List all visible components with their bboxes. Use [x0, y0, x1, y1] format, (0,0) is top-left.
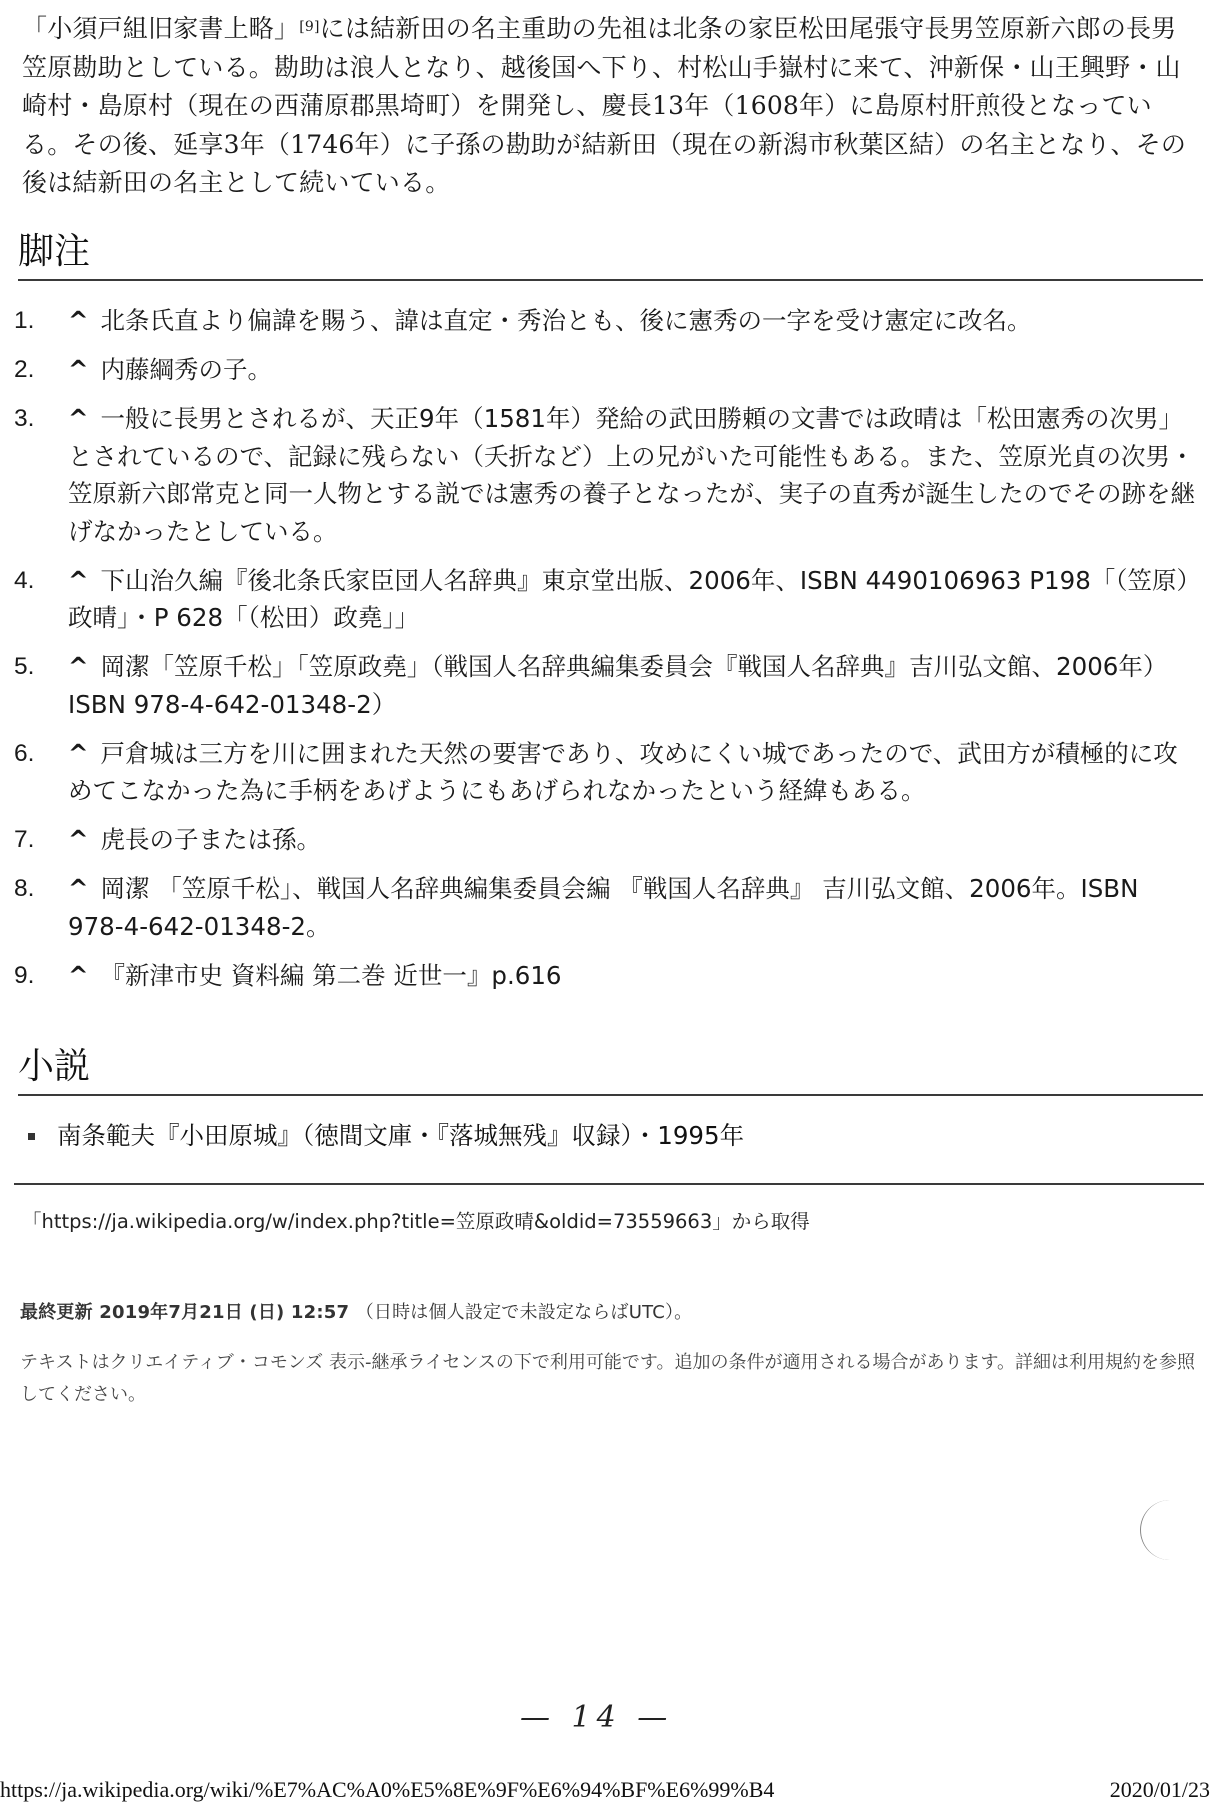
footnote-backlink[interactable]: ^: [68, 738, 89, 768]
footnote-item: [14, 562, 1199, 637]
intro-reference-link[interactable]: [9]: [299, 19, 320, 35]
footnotes-list: [14, 302, 1199, 1006]
page-number: — 14 —: [520, 1700, 674, 1735]
license-text: テキストはクリエイティブ・コモンズ 表示-継承ライセンスの下で利用可能です。追加の条件が適用される場合があります。詳細は利用規約を参照してください。: [20, 1352, 1196, 1405]
novel-heading: 小説: [18, 1045, 1203, 1096]
novel-list: [28, 1118, 744, 1154]
intro-text: には結新田の名主重助の先祖は北条の家臣松田尾張守長男笠原新六郎の長男笠原勘助としている。勘助は浪人となり、越後国へ下り、村松山手嶽村に来て、沖新保・山王興野・山崎村・島原村（現在の西蒲原郡黒埼町）を開発し、慶長13年（1608年）に島原村肝煎役となっている。その後、延享3年（1746年）に子孫の勘助が結新田（現在の新潟市秋葉区結）の名主となり、その後は結新田の名主として続いている。: [22, 14, 1187, 197]
footnote-text: 『新津市史 資料編 第二巻 近世一』p.616: [100, 960, 562, 990]
footnotes-heading: 脚注: [18, 230, 1203, 281]
footnote-text: 下山治久編『後北条氏家臣団人名辞典』東京堂出版、2006年、ISBN 4490106963 P198「（笠原）政晴」・P 628「（松田）政堯」」: [68, 565, 1189, 632]
footnote-text: 虎長の子または孫。: [100, 825, 322, 854]
footnote-number: 3.: [14, 405, 35, 432]
footnote-item: [14, 400, 1199, 550]
footnote-backlink[interactable]: ^: [68, 960, 89, 990]
footnote-text: 内藤綱秀の子。: [100, 355, 273, 384]
scan-artifact: [1140, 1500, 1181, 1560]
footnote-backlink[interactable]: ^: [68, 652, 89, 681]
footnote-text-wrapper: [68, 870, 1199, 945]
last-updated-label: 最終更新 2019年7月21日 (日) 12:57: [20, 1302, 350, 1323]
footer-divider: [14, 1183, 1204, 1185]
footnote-item: [14, 870, 1199, 945]
footnote-item: [14, 648, 1199, 723]
footnote-number: 8.: [14, 875, 35, 902]
footnote-number: 1.: [14, 307, 35, 334]
footnote-backlink[interactable]: ^: [68, 404, 89, 433]
footnote-text: 岡潔「笠原千松」「笠原政堯」（戦国人名辞典編集委員会『戦国人名辞典』吉川弘文館、2006年） ISBN 978-4-642-01348-2）: [68, 652, 1168, 719]
footnote-text-wrapper: [68, 351, 1199, 389]
footnote-item: [14, 302, 1199, 340]
footnote-text-wrapper: [68, 562, 1199, 637]
footnote-item: [14, 821, 1199, 859]
footnote-number: 7.: [14, 826, 35, 853]
retrieved-from-link[interactable]: 「https://ja.wikipedia.org/w/index.php?title=笠原政晴&oldid=73559663」から取得: [22, 1210, 810, 1233]
footnote-item: [14, 957, 1199, 995]
footnote-backlink[interactable]: ^: [68, 565, 89, 595]
intro-paragraph: [22, 10, 1192, 203]
footer-url: https://ja.wikipedia.org/wiki/%E7%AC%A0%E5%8E%9F%E6%94%BF%E6%99%B4: [0, 1777, 775, 1802]
footnote-item: [14, 351, 1199, 389]
footnote-text-wrapper: [68, 400, 1199, 550]
footnote-text-wrapper: [68, 302, 1199, 340]
footnote-text: 岡潔 「笠原千松」、戦国人名辞典編集委員会編 『戦国人名辞典』 吉川弘文館、2006年。ISBN 978-4-642-01348-2。: [68, 874, 1139, 941]
square-bullet-icon: [28, 1133, 35, 1140]
footer-date: 2020/01/23: [1109, 1777, 1210, 1802]
footnote-text: 戸倉城は三方を川に囲まれた天然の要害であり、攻めにくい城であったので、武田方が積極的に攻めてこなかった為に手柄をあげようにもあげられなかったという経緯もある。: [68, 738, 1178, 805]
footnote-number: 6.: [14, 739, 35, 767]
footnote-item: [14, 735, 1199, 810]
footnote-backlink[interactable]: ^: [68, 874, 89, 903]
footnote-number: 5.: [14, 653, 35, 680]
footnote-backlink[interactable]: ^: [68, 355, 89, 384]
footnote-number: 4.: [14, 566, 35, 594]
footnote-text: 北条氏直より偏諱を賜う、諱は直定・秀治とも、後に憲秀の一字を受け憲定に改名。: [100, 306, 1032, 335]
footnote-text-wrapper: [68, 735, 1199, 810]
novel-text: 南条範夫『小田原城』（徳間文庫・『落城無残』収録）・1995年: [57, 1121, 745, 1150]
last-updated: [20, 1298, 692, 1324]
footnote-backlink[interactable]: ^: [68, 306, 89, 335]
footnote-number: 2.: [14, 356, 35, 383]
intro-source-quote: 「小須戸組旧家書上略」: [22, 14, 300, 43]
footnote-text-wrapper: [68, 821, 1199, 859]
novel-item: [28, 1118, 744, 1154]
footnote-backlink[interactable]: ^: [68, 825, 89, 854]
footnote-text: 一般に長男とされるが、天正9年（1581年）発給の武田勝頼の文書では政晴は「松田憲秀の次男」とされているので、記録に残らない（夭折など）上の兄がいた可能性もある。また、笠原光貞の次男・笠原新六郎常克と同一人物とする説では憲秀の養子となったが、実子の直秀が誕生したのでその跡を継げなかったとしている。: [68, 404, 1195, 546]
footnote-text-wrapper: [68, 648, 1199, 723]
footnote-text-wrapper: [68, 957, 1199, 995]
footnote-number: 9.: [14, 961, 35, 989]
last-updated-note: （日時は個人設定で未設定ならばUTC）。: [355, 1302, 693, 1323]
